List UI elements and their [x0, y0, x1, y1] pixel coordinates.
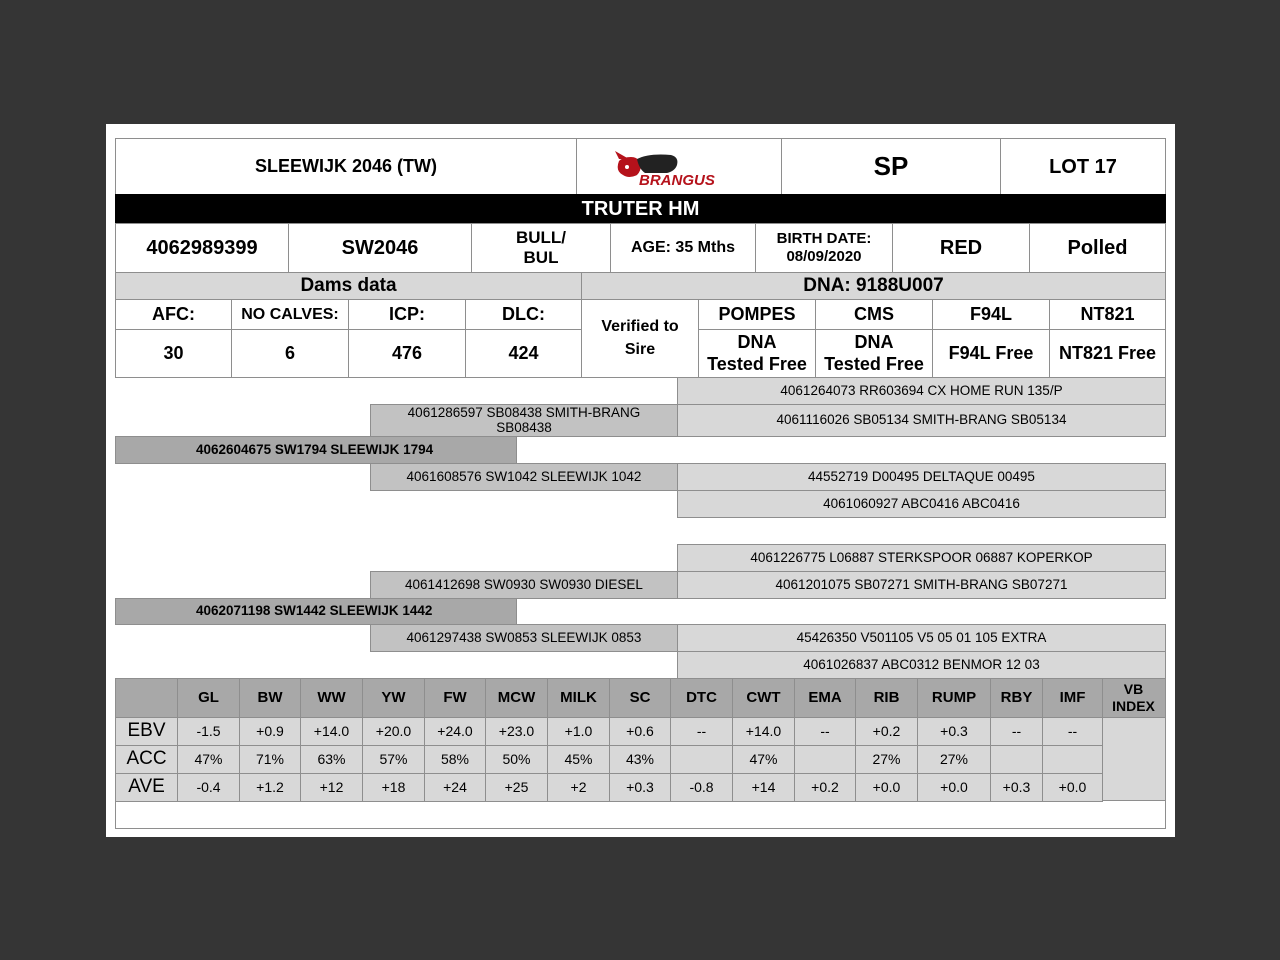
dna-test-pompes: POMPES [698, 299, 816, 330]
ebv-cell-ebv-rby: -- [990, 717, 1043, 746]
ebv-header-rib: RIB [855, 678, 918, 718]
pedigree-dam-dam: 4061297438 SW0853 SLEEWIJK 0853 [370, 624, 678, 652]
dams-label-dlc: DLC: [465, 299, 582, 330]
animal-id: 4062989399 [115, 223, 289, 273]
ebv-cell-ebv-cwt: +14.0 [732, 717, 795, 746]
ebv-cell-acc-cwt: 47% [732, 745, 795, 774]
pedigree-dam: 4062071198 SW1442 SLEEWIJK 1442 [115, 598, 517, 625]
ebv-cell-acc-milk: 45% [547, 745, 610, 774]
animal-tag: SW2046 [288, 223, 472, 273]
animal-colour: RED [892, 223, 1030, 273]
animal-age: AGE: 35 Mths [610, 223, 756, 273]
lot-number: LOT 17 [1000, 138, 1166, 195]
ebv-vb-index-value [1101, 717, 1166, 801]
ebv-cell-ave-bw: +1.2 [239, 773, 301, 802]
ebv-cell-ave-cwt: +14 [732, 773, 795, 802]
ebv-corner [115, 678, 178, 718]
ebv-row-label-ave: AVE [115, 773, 178, 802]
pedigree-sire-sire-dam: 4061116026 SB05134 SMITH-BRANG SB05134 [677, 404, 1166, 437]
ebv-cell-ebv-bw: +0.9 [239, 717, 301, 746]
ebv-cell-acc-imf [1042, 745, 1103, 774]
ebv-cell-acc-rib: 27% [855, 745, 918, 774]
ebv-cell-ebv-imf: -- [1042, 717, 1103, 746]
ebv-header-rump: RUMP [917, 678, 991, 718]
animal-sex: BULL/ BUL [471, 223, 611, 273]
pedigree-sire-sire: 4061286597 SB08438 SMITH-BRANG SB08438 [370, 404, 678, 437]
ebv-header-mcw: MCW [485, 678, 548, 718]
dams-value-afc: 30 [115, 329, 232, 378]
ebv-cell-ave-rump: +0.0 [917, 773, 991, 802]
ebv-cell-ave-dtc: -0.8 [670, 773, 733, 802]
animal-name: SLEEWIJK 2046 (TW) [115, 138, 577, 195]
dams-label-afc: AFC: [115, 299, 232, 330]
dams-label-calves: NO CALVES: [231, 299, 349, 330]
ebv-cell-ave-imf: +0.0 [1042, 773, 1103, 802]
pedigree-dam-dam-dam: 4061026837 ABC0312 BENMOR 12 03 [677, 651, 1166, 679]
pedigree-sire-sire-sire: 4061264073 RR603694 CX HOME RUN 135/P [677, 377, 1166, 405]
dams-label-icp: ICP: [348, 299, 466, 330]
table-footer-row [115, 800, 1166, 829]
ebv-cell-ebv-rump: +0.3 [917, 717, 991, 746]
dna-test-f94l: F94L [932, 299, 1050, 330]
birth-date: BIRTH DATE: 08/09/2020 [755, 223, 893, 273]
ebv-cell-ave-milk: +2 [547, 773, 610, 802]
ebv-header-ema: EMA [794, 678, 856, 718]
pedigree-dam-sire: 4061412698 SW0930 SW0930 DIESEL [370, 571, 678, 599]
ebv-cell-acc-ema [794, 745, 856, 774]
horn-status: Polled [1029, 223, 1166, 273]
ebv-cell-acc-yw: 57% [362, 745, 425, 774]
owner-bar: TRUTER HM [115, 194, 1166, 224]
ebv-row-label-ebv: EBV [115, 717, 178, 746]
ebv-cell-ave-gl: -0.4 [177, 773, 240, 802]
dams-value-dlc: 424 [465, 329, 582, 378]
ebv-cell-acc-mcw: 50% [485, 745, 548, 774]
ebv-header-gl: GL [177, 678, 240, 718]
dna-result-nt821: NT821 Free [1049, 329, 1166, 378]
ebv-cell-ave-rib: +0.0 [855, 773, 918, 802]
ebv-cell-acc-rby [990, 745, 1043, 774]
ebv-header-yw: YW [362, 678, 425, 718]
ebv-cell-ebv-sc: +0.6 [609, 717, 671, 746]
ebv-cell-acc-sc: 43% [609, 745, 671, 774]
ebv-cell-ave-ema: +0.2 [794, 773, 856, 802]
pedigree-sire-dam-sire: 44552719 D00495 DELTAQUE 00495 [677, 463, 1166, 491]
ebv-cell-acc-rump: 27% [917, 745, 991, 774]
ebv-header-sc: SC [609, 678, 671, 718]
ebv-header-bw: BW [239, 678, 301, 718]
brangus-logo-icon [609, 145, 749, 189]
ebv-header-cwt: CWT [732, 678, 795, 718]
pedigree-sire: 4062604675 SW1794 SLEEWIJK 1794 [115, 436, 517, 464]
pedigree-dam-sire-dam: 4061201075 SB07271 SMITH-BRANG SB07271 [677, 571, 1166, 599]
ebv-cell-ave-ww: +12 [300, 773, 363, 802]
ebv-cell-ave-sc: +0.3 [609, 773, 671, 802]
dna-result-cms: DNA Tested Free [815, 329, 933, 378]
ebv-cell-ebv-yw: +20.0 [362, 717, 425, 746]
ebv-cell-acc-ww: 63% [300, 745, 363, 774]
ebv-cell-ave-mcw: +25 [485, 773, 548, 802]
ebv-row-label-acc: ACC [115, 745, 178, 774]
dna-title: DNA: 9188U007 [581, 272, 1166, 300]
ebv-header-fw: FW [424, 678, 486, 718]
ebv-header-imf: IMF [1042, 678, 1103, 718]
ebv-cell-ebv-ww: +14.0 [300, 717, 363, 746]
ebv-header-ww: WW [300, 678, 363, 718]
ebv-vb-index-header: VB INDEX [1101, 678, 1166, 718]
pedigree-dam-sire-sire: 4061226775 L06887 STERKSPOOR 06887 KOPERKOP [677, 544, 1166, 572]
ebv-cell-acc-fw: 58% [424, 745, 486, 774]
dna-result-pompes: DNA Tested Free [698, 329, 816, 378]
pedigree-sire-dam-dam: 4061060927 ABC0416 ABC0416 [677, 490, 1166, 518]
registration-code: SP [781, 138, 1001, 195]
dna-test-nt821: NT821 [1049, 299, 1166, 330]
ebv-cell-ebv-ema: -- [794, 717, 856, 746]
ebv-cell-acc-gl: 47% [177, 745, 240, 774]
ebv-cell-ave-rby: +0.3 [990, 773, 1043, 802]
dams-data-title: Dams data [115, 272, 582, 300]
ebv-cell-ave-fw: +24 [424, 773, 486, 802]
verified-to-sire: Verified to Sire [581, 299, 699, 378]
ebv-header-rby: RBY [990, 678, 1043, 718]
dna-test-cms: CMS [815, 299, 933, 330]
ebv-cell-ebv-dtc: -- [670, 717, 733, 746]
ebv-cell-ave-yw: +18 [362, 773, 425, 802]
dams-value-calves: 6 [231, 329, 349, 378]
ebv-cell-acc-bw: 71% [239, 745, 301, 774]
svg-text:BRANGUS: BRANGUS [639, 171, 715, 189]
ebv-cell-ebv-milk: +1.0 [547, 717, 610, 746]
pedigree-dam-dam-sire: 45426350 V501105 V5 05 01 105 EXTRA [677, 624, 1166, 652]
ebv-header-milk: MILK [547, 678, 610, 718]
dna-result-f94l: F94L Free [932, 329, 1050, 378]
ebv-cell-ebv-gl: -1.5 [177, 717, 240, 746]
brangus-logo [576, 138, 782, 195]
pedigree-sire-dam: 4061608576 SW1042 SLEEWIJK 1042 [370, 463, 678, 491]
ebv-header-dtc: DTC [670, 678, 733, 718]
ebv-cell-acc-dtc [670, 745, 733, 774]
sale-card [106, 124, 1175, 837]
ebv-cell-ebv-rib: +0.2 [855, 717, 918, 746]
ebv-cell-ebv-fw: +24.0 [424, 717, 486, 746]
dams-value-icp: 476 [348, 329, 466, 378]
ebv-cell-ebv-mcw: +23.0 [485, 717, 548, 746]
